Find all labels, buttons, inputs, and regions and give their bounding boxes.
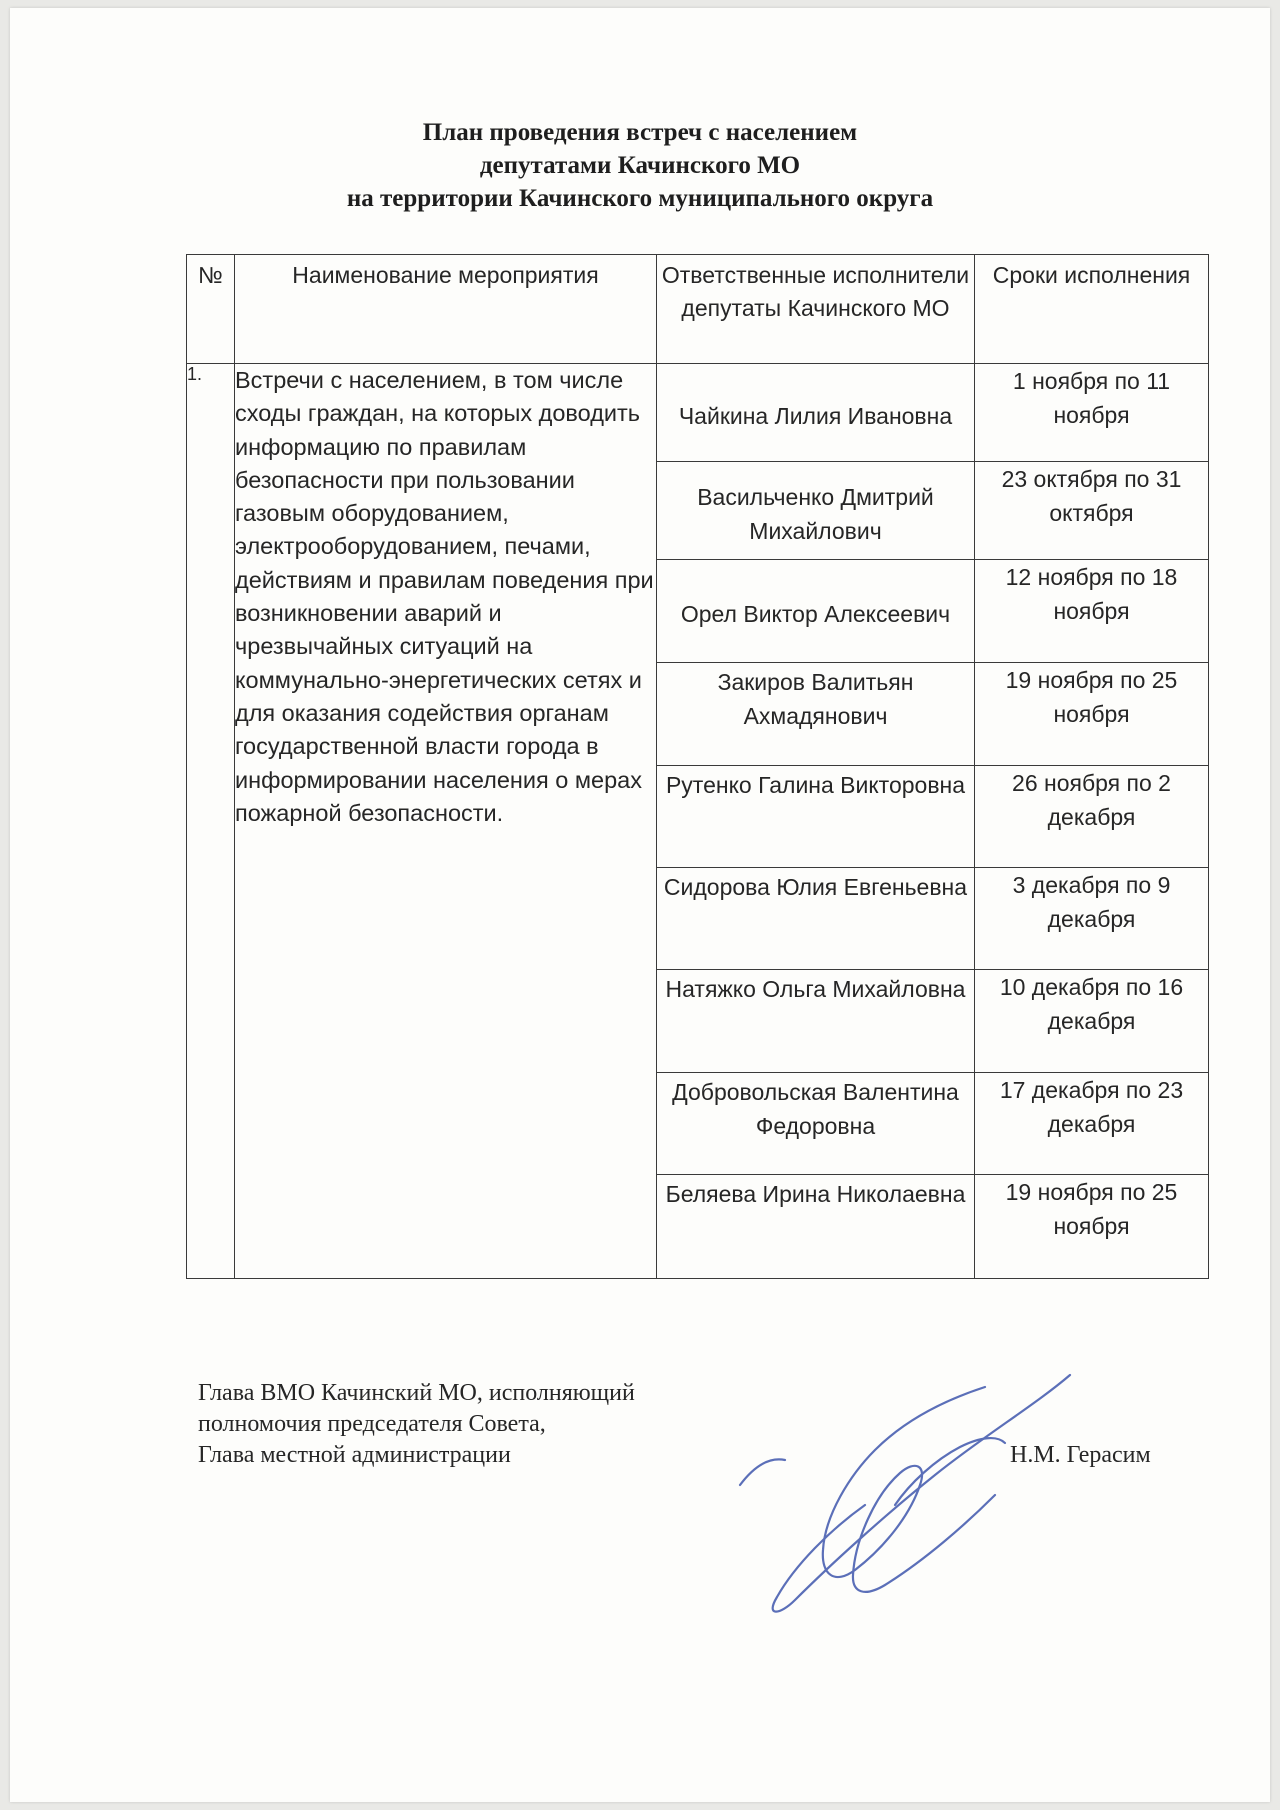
term-dates: 12 ноября по 18 ноября	[975, 560, 1209, 663]
term-dates: 19 ноября по 25 ноября	[975, 1175, 1209, 1279]
term-dates: 26 ноября по 2 декабря	[975, 766, 1209, 868]
signatory-block	[198, 1378, 635, 1471]
header-terms: Сроки исполнения	[975, 255, 1209, 364]
event-description: Встречи с населением, в том числе сходы граждан, на которых доводить информацию по правилам безопасности при пользовании газовым оборудованием, электрооборудованием, печами, действиям и правилам поведения при возникновении аварий и чрезвычайных ситуаций на коммунально-энергетических сетях и для оказания содействия органам государственной власти города в информировании населения о мерах пожарной безопасности.	[235, 364, 657, 1279]
term-dates: 23 октября по 31 октября	[975, 462, 1209, 560]
document-title	[0, 116, 1280, 215]
title-line-2: депутатами Качинского МО	[479, 152, 801, 179]
signatory-title-line-1: Глава ВМО Качинский МО, исполняющий	[198, 1380, 635, 1406]
signatory-title-line-3: Глава местной администрации	[198, 1442, 511, 1468]
header-responsible: Ответственные исполнители депутаты Качинского МО	[657, 255, 975, 364]
responsible-person: Сидорова Юлия Евгеньевна	[657, 868, 975, 970]
responsible-person: Натяжко Ольга Михайловна	[657, 970, 975, 1073]
signature-stroke	[823, 1387, 995, 1592]
signature-stroke	[773, 1375, 1070, 1612]
handwritten-signature	[735, 1365, 1095, 1625]
plan-table	[186, 254, 1209, 1279]
table-header-row	[187, 255, 1209, 364]
term-dates: 17 декабря по 23 декабря	[975, 1073, 1209, 1175]
signatory-name: Н.М. Герасим	[1010, 1442, 1151, 1468]
header-event: Наименование мероприятия	[235, 255, 657, 364]
responsible-person: Васильченко Дмитрий Михайлович	[657, 462, 975, 560]
responsible-person: Орел Виктор Алексеевич	[657, 560, 975, 663]
responsible-person: Беляева Ирина Николаевна	[657, 1175, 975, 1279]
title-line-1: План проведения встреч с населением	[422, 119, 858, 146]
term-dates: 19 ноября по 25 ноября	[975, 663, 1209, 766]
responsible-person: Закиров Валитьян Ахмадянович	[657, 663, 975, 766]
term-dates: 1 ноября по 11 ноября	[975, 364, 1209, 462]
term-dates: 10 декабря по 16 декабря	[975, 970, 1209, 1073]
responsible-person: Рутенко Галина Викторовна	[657, 766, 975, 868]
title-line-3: на территории Качинского муниципального округа	[346, 185, 934, 212]
table-row	[187, 364, 1209, 462]
header-number: №	[187, 255, 235, 364]
row-number: 1.	[187, 364, 235, 1279]
responsible-person: Добровольская Валентина Федоровна	[657, 1073, 975, 1175]
signature-stroke	[740, 1459, 785, 1485]
responsible-person: Чайкина Лилия Ивановна	[657, 364, 975, 462]
signatory-title-line-2: полномочия председателя Совета,	[198, 1411, 546, 1437]
term-dates: 3 декабря по 9 декабря	[975, 868, 1209, 970]
